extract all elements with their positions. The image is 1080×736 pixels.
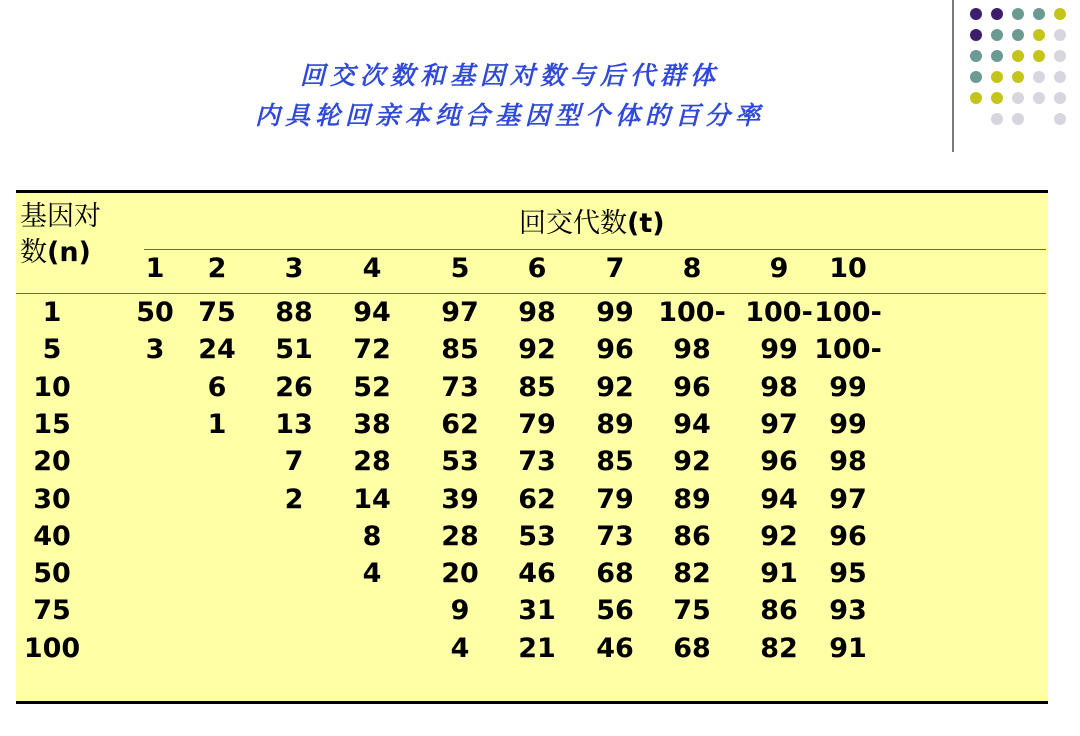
row-header-line-1: 基因对 bbox=[20, 201, 101, 232]
table-cell: 82 bbox=[673, 558, 711, 590]
table-cell: 31 bbox=[518, 595, 556, 627]
decorative-dot bbox=[1012, 50, 1024, 62]
row-label-cell: 20 bbox=[33, 446, 71, 478]
decorative-dot bbox=[970, 50, 982, 62]
slide-title-line-2: 内具轮回亲本纯合基因型个体的百分率 bbox=[254, 101, 765, 130]
table-cell: 6 bbox=[207, 371, 227, 403]
table-cell: 79 bbox=[596, 483, 634, 515]
decorative-dot bbox=[1033, 71, 1045, 83]
column-group-header bbox=[519, 201, 665, 240]
table-cell: 89 bbox=[673, 483, 711, 515]
table-cell: 62 bbox=[518, 483, 556, 515]
column-group-symbol: (t) bbox=[627, 208, 665, 239]
table-cell: 93 bbox=[829, 595, 867, 627]
table-cell: 51 bbox=[275, 334, 313, 366]
decorative-dot bbox=[1033, 50, 1045, 62]
table-cell: 13 bbox=[275, 408, 313, 440]
table-cell: 24 bbox=[198, 334, 236, 366]
table-cell: 92 bbox=[760, 520, 798, 552]
column-header-cell: 8 bbox=[682, 253, 702, 284]
table-cell: 75 bbox=[673, 595, 711, 627]
decorative-dot bbox=[991, 8, 1003, 20]
decorative-dot bbox=[1033, 8, 1045, 20]
table-cell: 89 bbox=[596, 408, 634, 440]
column-header-cell: 6 bbox=[527, 253, 547, 284]
table-cell: 99 bbox=[596, 297, 634, 328]
row-label-cell: 100 bbox=[23, 632, 81, 664]
table-cell: 99 bbox=[760, 334, 798, 366]
table-cell: 100- bbox=[814, 297, 882, 328]
table-cell: 20 bbox=[441, 558, 479, 590]
decorative-dot bbox=[1054, 50, 1066, 62]
row-label-cell: 75 bbox=[33, 595, 71, 627]
table-cell: 62 bbox=[441, 408, 479, 440]
table-cell: 79 bbox=[518, 408, 556, 440]
table-cell: 1 bbox=[207, 408, 227, 440]
table-cell: 100- bbox=[658, 297, 726, 328]
row-header-symbol: (n) bbox=[47, 237, 91, 268]
table-cell: 75 bbox=[198, 297, 236, 328]
table-cell: 85 bbox=[441, 334, 479, 366]
decorative-dot bbox=[1054, 29, 1066, 41]
decorative-dot bbox=[1033, 92, 1045, 104]
decorative-dot bbox=[991, 92, 1003, 104]
column-header-cell: 3 bbox=[284, 253, 304, 284]
table-cell: 94 bbox=[673, 408, 711, 440]
table-cell: 85 bbox=[518, 371, 556, 403]
table-cell: 3 bbox=[145, 334, 165, 366]
body-rule bbox=[16, 293, 1046, 294]
table-cell: 88 bbox=[275, 297, 313, 328]
decorative-dot bbox=[1012, 92, 1024, 104]
row-label-cell: 50 bbox=[33, 558, 71, 590]
table-cell: 50 bbox=[136, 297, 174, 328]
row-header-line-2 bbox=[20, 235, 101, 271]
table-cell: 95 bbox=[829, 558, 867, 590]
table-cell: 98 bbox=[760, 371, 798, 403]
table-cell: 9 bbox=[450, 595, 470, 627]
table-cell: 97 bbox=[760, 408, 798, 440]
decorative-dot bbox=[1012, 113, 1024, 125]
table-cell: 46 bbox=[596, 632, 634, 664]
table-cell: 73 bbox=[518, 446, 556, 478]
table-cell: 52 bbox=[353, 371, 391, 403]
table-cell: 86 bbox=[760, 595, 798, 627]
table-cell: 96 bbox=[760, 446, 798, 478]
table-cell: 39 bbox=[441, 483, 479, 515]
table-cell: 38 bbox=[353, 408, 391, 440]
table-cell: 82 bbox=[760, 632, 798, 664]
decorative-dot bbox=[1012, 8, 1024, 20]
table-cell: 94 bbox=[353, 297, 391, 328]
decorative-dot bbox=[991, 29, 1003, 41]
table-cell: 73 bbox=[441, 371, 479, 403]
table-cell: 68 bbox=[596, 558, 634, 590]
backcross-table bbox=[16, 190, 1048, 704]
table-cell: 96 bbox=[596, 334, 634, 366]
table-cell: 14 bbox=[353, 483, 391, 515]
table-cell: 28 bbox=[353, 446, 391, 478]
table-cell: 86 bbox=[673, 520, 711, 552]
decorative-dot bbox=[1033, 29, 1045, 41]
table-cell: 28 bbox=[441, 520, 479, 552]
table-cell: 4 bbox=[450, 632, 470, 664]
column-header-cell: 4 bbox=[362, 253, 382, 284]
table-cell: 91 bbox=[760, 558, 798, 590]
table-cell: 53 bbox=[518, 520, 556, 552]
table-cell: 98 bbox=[829, 446, 867, 478]
decorative-dot bbox=[991, 71, 1003, 83]
table-cell: 97 bbox=[829, 483, 867, 515]
decorative-dot bbox=[1054, 113, 1066, 125]
decorative-dot bbox=[1054, 8, 1066, 20]
row-label-cell: 15 bbox=[33, 408, 71, 440]
table-cell: 21 bbox=[518, 632, 556, 664]
decorative-dot bbox=[1054, 92, 1066, 104]
table-cell: 92 bbox=[518, 334, 556, 366]
decorative-dot bbox=[970, 92, 982, 104]
table-cell: 68 bbox=[673, 632, 711, 664]
decorative-dot bbox=[991, 50, 1003, 62]
decorative-dot bbox=[970, 29, 982, 41]
column-header-cell: 9 bbox=[769, 253, 789, 284]
table-cell: 96 bbox=[673, 371, 711, 403]
row-label-cell: 30 bbox=[33, 483, 71, 515]
table-cell: 56 bbox=[596, 595, 634, 627]
table-cell: 92 bbox=[596, 371, 634, 403]
table-cell: 99 bbox=[829, 371, 867, 403]
decorative-dot bbox=[1054, 71, 1066, 83]
column-header-cell: 10 bbox=[829, 253, 867, 284]
row-label-cell: 1 bbox=[42, 297, 62, 328]
decorative-dot bbox=[970, 8, 982, 20]
table-cell: 100- bbox=[814, 334, 882, 366]
table-cell: 98 bbox=[518, 297, 556, 328]
table-cell: 72 bbox=[353, 334, 391, 366]
column-header-cell: 5 bbox=[450, 253, 470, 284]
table-cell: 97 bbox=[441, 297, 479, 328]
decorative-dot bbox=[1012, 29, 1024, 41]
table-cell: 91 bbox=[829, 632, 867, 664]
row-label-cell: 10 bbox=[33, 371, 71, 403]
row-header bbox=[20, 199, 101, 271]
table-cell: 92 bbox=[673, 446, 711, 478]
table-cell: 4 bbox=[362, 558, 382, 590]
header-rule bbox=[144, 249, 1046, 250]
table-cell: 8 bbox=[362, 520, 382, 552]
table-cell: 73 bbox=[596, 520, 634, 552]
table-cell: 2 bbox=[284, 483, 304, 515]
decorative-divider bbox=[952, 0, 954, 152]
table-cell: 85 bbox=[596, 446, 634, 478]
table-cell: 53 bbox=[441, 446, 479, 478]
slide-title-line-1: 回交次数和基因对数与后代群体 bbox=[299, 61, 720, 90]
decorative-dot bbox=[970, 71, 982, 83]
table-cell: 100- bbox=[745, 297, 813, 328]
column-group-label: 回交代数 bbox=[519, 208, 627, 239]
decorative-dot-grid bbox=[970, 4, 1080, 134]
decorative-dot bbox=[1012, 71, 1024, 83]
table-cell: 94 bbox=[760, 483, 798, 515]
table-cell: 99 bbox=[829, 408, 867, 440]
table-cell: 98 bbox=[673, 334, 711, 366]
table-cell: 46 bbox=[518, 558, 556, 590]
decorative-dot bbox=[991, 113, 1003, 125]
table-cell: 7 bbox=[284, 446, 304, 478]
row-label-cell: 40 bbox=[33, 520, 71, 552]
row-label-cell: 5 bbox=[42, 334, 62, 366]
row-header-prefix: 数 bbox=[20, 237, 47, 268]
table-cell: 26 bbox=[275, 371, 313, 403]
column-header-cell: 7 bbox=[605, 253, 625, 284]
table-cell: 96 bbox=[829, 520, 867, 552]
column-header-cell: 1 bbox=[145, 253, 165, 284]
column-header-cell: 2 bbox=[207, 253, 227, 284]
